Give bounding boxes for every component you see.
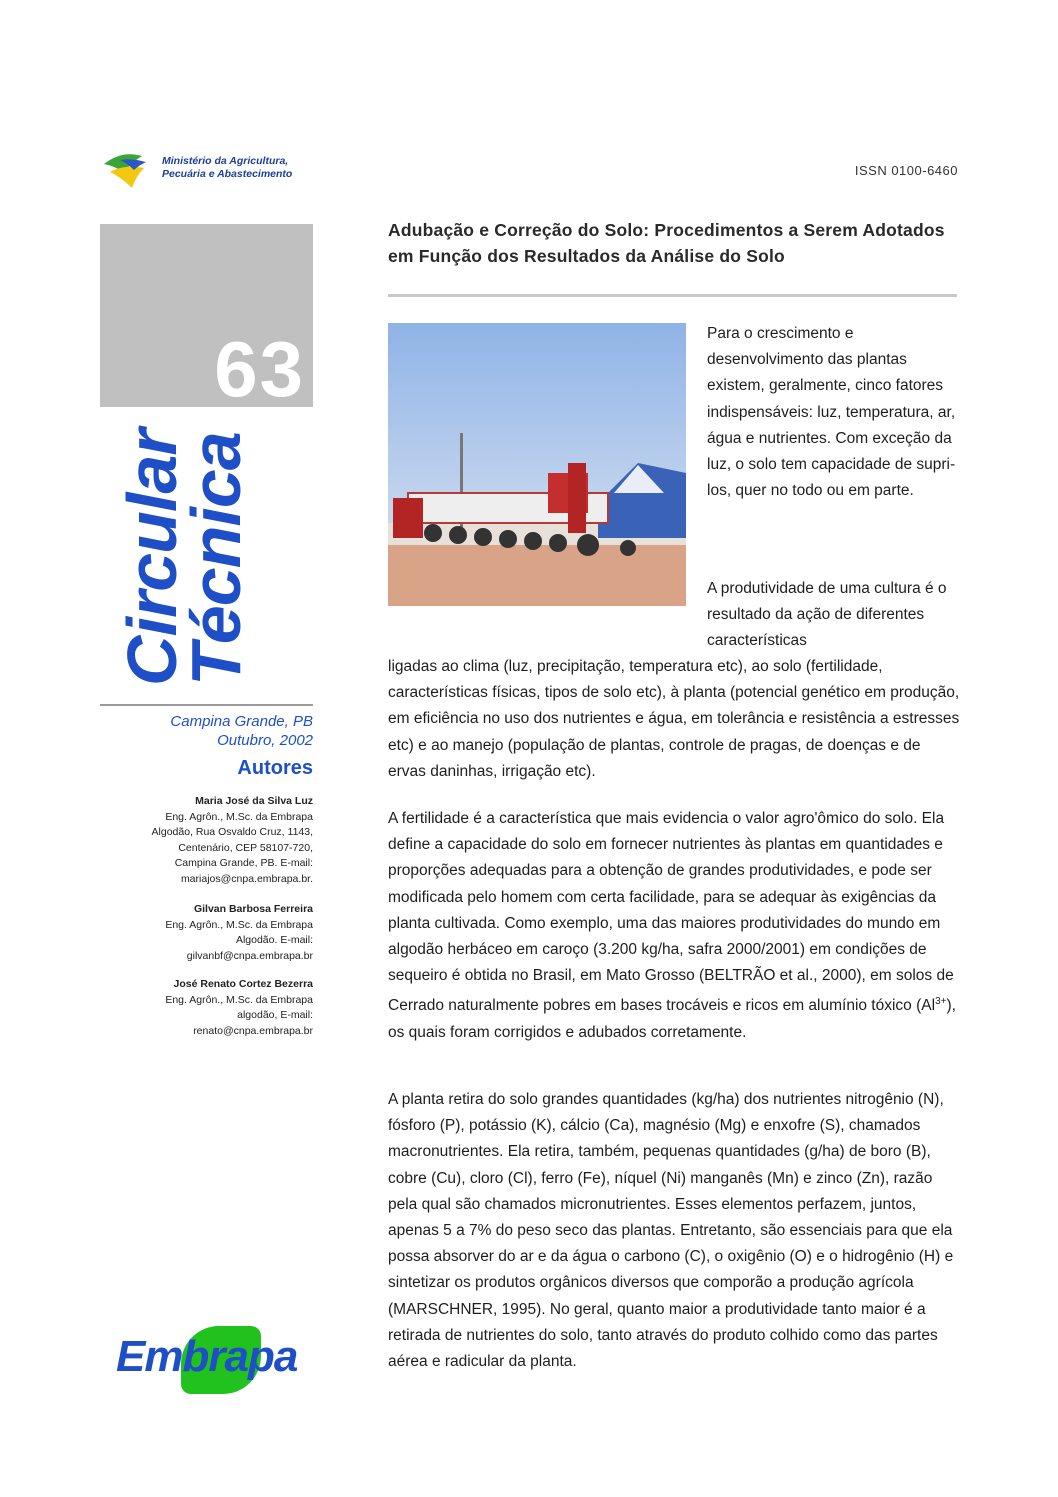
paragraph-3-end: ), os quais foram corrigidos e adubados corretamente.	[388, 997, 956, 1041]
date: Outubro, 2002	[217, 732, 313, 749]
series-title-line2: Técnica	[177, 432, 255, 686]
brazil-flag-icon	[102, 150, 162, 192]
author-name: José Renato Cortez Bezerra	[173, 978, 313, 990]
author-name: Maria José da Silva Luz	[195, 795, 313, 807]
author-entry	[100, 794, 313, 887]
series-title-line1: Circular	[113, 429, 191, 686]
issn-number: ISSN 0100-6460	[854, 163, 958, 178]
ministry-name: Ministério da Agricultura, Pecuária e Abastecimento	[162, 155, 293, 180]
sidebar-divider	[100, 704, 313, 706]
author-detail: Eng. Agrôn., M.Sc. da Embrapa Algodão. E-mail: gilvanbf@cnpa.embrapa.br	[165, 918, 313, 962]
seeding-machine-photo	[388, 323, 686, 606]
author-entry	[100, 977, 313, 1039]
author-detail: Eng. Agrôn., M.Sc. da Embrapa Algodão, Rua Osvaldo Cruz, 1143, Centenário, CEP 58107-720, Campina Grande, PB. E-mail: mariajos@cnpa.embrapa.br.	[151, 810, 313, 885]
series-title	[100, 406, 313, 704]
ministry-logo	[102, 150, 312, 192]
paragraph-1: Para o crescimento e desenvolvimento das plantas existem, geralmente, cinco fatores indispensáveis: luz, temperatura, ar, água e nutrientes. Com exceção da luz, o solo tem capacidade de supri-los, quer no todo ou em parte.	[707, 325, 956, 500]
author-entry	[100, 902, 313, 964]
series-number-block	[100, 224, 313, 413]
embrapa-logo	[116, 1320, 306, 1400]
document-title: Adubação e Correção do Solo: Procedimentos a Serem Adotados em Função dos Resultados da Análise do Solo	[388, 220, 945, 266]
place: Campina Grande, PB	[170, 713, 313, 730]
paragraph-2-rest: ligadas ao clima (luz, precipitação, temperatura etc), ao solo (fertilidade, características físicas, tipos de solo etc), à planta (potencial genético em produção, em eficiência no uso dos nutrientes e água, em tolerância e resistência a estresses etc) e ao manejo (população de plantas, controle de pragas, de doenças e de ervas daninhas, irrigação etc).	[388, 658, 960, 780]
aluminum-charge: 3+	[935, 996, 947, 1008]
paragraph-2-start: A produtividade de uma cultura é o resultado da ação de diferentes características	[707, 580, 947, 650]
paragraph-4: A planta retira do solo grandes quantidades (kg/ha) dos nutrientes nitrogênio (N), fósforo (P), potássio (K), cálcio (Ca), magnésio (Mg) e enxofre (S), chamados macronutrientes. Ela retira, também, pequenas quantidades (g/ha) de boro (B), cobre (Cu), cloro (Cl), ferro (Fe), níquel (Ni) manganês (Mn) e zinco (Zn), razão pela qual são chamados micronutrientes. Esses elementos perfazem, juntos, apenas 5 a 7% do peso seco das plantas. Entretanto, são essenciais para que ela possa absorver do ar e da água o carbono (C), o oxigênio (O) e o hidrogênio (H) e sintetizar os produtos orgânicos diversos que comporão a produção agrícola (MARSCHNER, 1995). No geral, quanto maior a produtividade tanto maior é a retirada de nutrientes do solo, tanto através do produto colhido como das partes aérea e radicular da planta.	[388, 1091, 954, 1371]
paragraph-3	[388, 806, 960, 1046]
authors-heading: Autores	[237, 757, 313, 779]
author-name: Gilvan Barbosa Ferreira	[193, 903, 313, 915]
embrapa-wordmark: Embrapa	[116, 1332, 298, 1381]
series-number: 63	[214, 325, 305, 413]
author-detail: Eng. Agrôn., M.Sc. da Embrapa algodão, E-mail: renato@cnpa.embrapa.br	[165, 993, 313, 1037]
place-date	[100, 712, 313, 750]
paragraph-3-text: A fertilidade é a característica que mais evidencia o valor agro'ômico do solo. Ela define a capacidade do solo em fornecer nutrientes às plantas em quantidades e proporções adequadas para a obtenção de grandes produtividades, e pode ser modificada pelo homem com certa facilidade, para se adequar às exigências da planta cultivada. Como exemplo, uma das maiores produtividades do mundo em algodão herbáceo em caroço (3.200 kg/ha, safra 2000/2001) em condições de sequeiro é obtida no Brasil, em Mato Grosso (BELTRÃO et al., 2000), em solos de Cerrado naturalmente pobres em bases trocáveis e ricos em alumínio tóxico (Al	[388, 810, 954, 1015]
title-divider	[388, 294, 957, 297]
